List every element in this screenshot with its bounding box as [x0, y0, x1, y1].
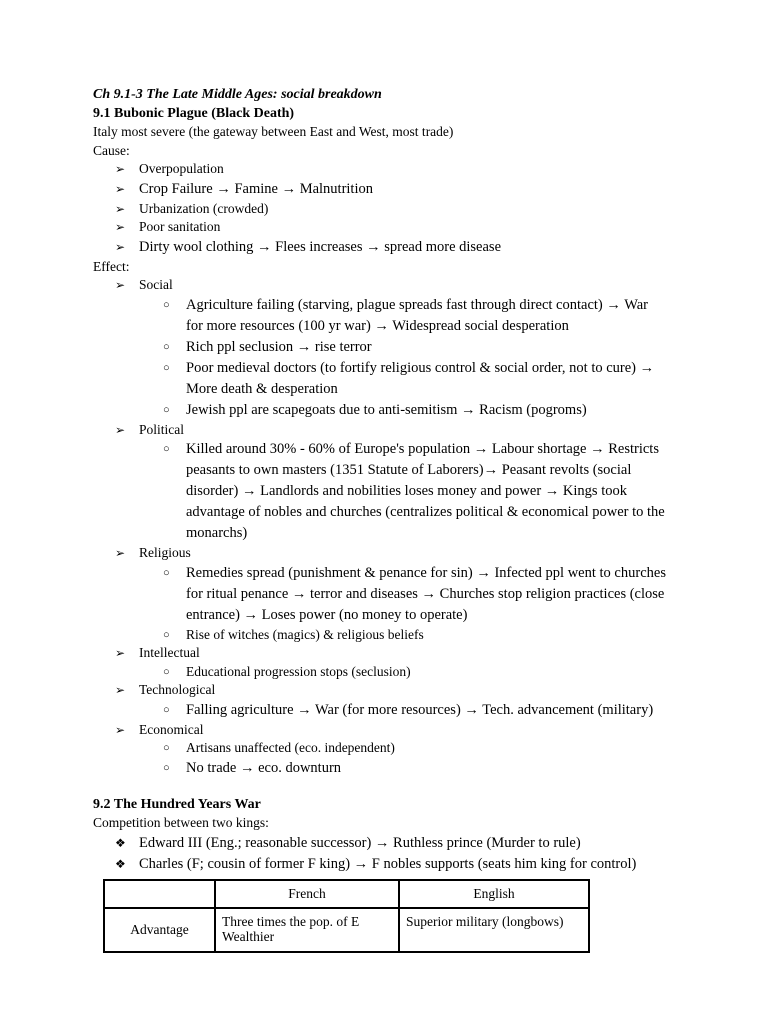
section-heading-plague: 9.1 Bubonic Plague (Black Death) [93, 105, 295, 121]
circle-bullet-icon: ○ [163, 443, 170, 455]
table-row [104, 908, 589, 952]
list-item: ❖ Charles (F; cousin of former F king) → F nobles supports (seats him king for control) [93, 854, 683, 875]
diamond-bullet-icon: ❖ [115, 856, 126, 871]
list-item: ○ Agriculture failing (starving, plague spreads fast through direct contact) → War for more resources (100 yr war) → Widespread social desperation [163, 296, 649, 334]
list-item: ○ No trade → eco. downturn [93, 758, 683, 779]
effect-category-religious: ➢ Religious [93, 544, 683, 563]
comparison-table [103, 879, 590, 953]
cause-list [93, 160, 683, 258]
list-item: ○ Rich ppl seclusion → rise terror [93, 337, 683, 358]
table-header-cell: French [215, 880, 399, 908]
effect-category-technological: ➢ Technological [93, 681, 683, 700]
arrow-bullet-icon: ➢ [115, 722, 126, 737]
kings-list [93, 833, 683, 875]
table-header-cell [104, 880, 215, 908]
arrow-bullet-icon: ➢ [115, 546, 126, 560]
effect-category-economical: ➢ Economical [93, 721, 683, 740]
list-item: ○ Educational progression stops (seclusion) [93, 663, 683, 682]
table-header-cell: English [399, 880, 589, 908]
notes-content [93, 86, 683, 953]
arrow-bullet-icon: ➢ [115, 683, 126, 697]
list-item: ○ Rise of witches (magics) & religious beliefs [93, 626, 683, 645]
circle-bullet-icon: ○ [163, 761, 170, 774]
circle-bullet-icon: ○ [163, 566, 170, 579]
list-item: ➢ Poor sanitation [93, 218, 683, 237]
circle-bullet-icon: ○ [163, 298, 170, 311]
list-item: ○ Falling agriculture → War (for more resources) → Tech. advancement (military) [93, 700, 683, 721]
circle-bullet-icon: ○ [163, 628, 170, 641]
list-item: ➢ Crop Failure → Famine → Malnutrition [93, 179, 683, 200]
arrow-bullet-icon: ➢ [115, 220, 126, 234]
effect-category-political: ➢ Political [93, 421, 683, 440]
list-item: ○ Killed around 30% - 60% of Europe's population → Labour shortage → Restricts peasants to own masters (1351 Statute of Laborers)→ Peasant revolts (social disorder) → Landlords and nobilities loses money and power → Kings took advantage of nobles and churches (centralizes political & economical power to the monarchs) [163, 441, 665, 541]
list-item: ○ Artisans unaffected (eco. independent) [93, 739, 683, 758]
list-item: ○ Remedies spread (punishment & penance for sin) → Infected ppl went to churches for ritual penance → terror and diseases → Churches stop religion practices (close entrance) → Loses power (no money to operate) [163, 564, 666, 623]
circle-bullet-icon: ○ [163, 665, 170, 678]
list-item: ○ Poor medieval doctors (to fortify religious control & social order, not to cure) → More death & desperation [163, 359, 655, 397]
arrow-bullet-icon: ➢ [115, 646, 126, 660]
circle-bullet-icon: ○ [163, 361, 170, 374]
arrow-bullet-icon: ➢ [115, 181, 126, 196]
document-title: Ch 9.1-3 The Late Middle Ages: social breakdown [93, 87, 382, 102]
war-intro: Competition between two kings: [93, 815, 269, 830]
circle-bullet-icon: ○ [163, 742, 170, 754]
circle-bullet-icon: ○ [163, 340, 170, 353]
arrow-bullet-icon: ➢ [115, 201, 126, 216]
effect-list [93, 276, 683, 779]
section-heading-hundred-years-war: 9.2 The Hundred Years War [93, 796, 261, 812]
cause-label: Cause: [93, 142, 130, 158]
table-cell: Three times the pop. of E Wealthier [215, 908, 399, 952]
arrow-bullet-icon: ➢ [115, 422, 126, 437]
list-item: ➢ Overpopulation [93, 160, 683, 179]
table-header-row [104, 880, 589, 908]
list-item: ❖ Edward III (Eng.; reasonable successor) → Ruthless prince (Murder to rule) [93, 833, 683, 854]
table-cell: Superior military (longbows) [399, 908, 589, 952]
table-row-label: Advantage [104, 908, 215, 952]
list-item: ➢ Dirty wool clothing → Flees increases → spread more disease [93, 237, 683, 258]
circle-bullet-icon: ○ [163, 703, 170, 716]
effect-label: Effect: [93, 258, 130, 274]
arrow-bullet-icon: ➢ [115, 239, 126, 254]
list-item: ➢ Urbanization (crowded) [93, 200, 683, 219]
arrow-bullet-icon: ➢ [115, 278, 126, 292]
arrow-bullet-icon: ➢ [115, 162, 126, 176]
diamond-bullet-icon: ❖ [115, 835, 126, 850]
list-item: ○ Jewish ppl are scapegoats due to anti-semitism → Racism (pogroms) [93, 400, 683, 421]
plague-intro: Italy most severe (the gateway between East and West, most trade) [93, 124, 454, 139]
circle-bullet-icon: ○ [163, 403, 170, 416]
effect-category-social: ➢ Social [93, 276, 683, 295]
effect-category-intellectual: ➢ Intellectual [93, 644, 683, 663]
